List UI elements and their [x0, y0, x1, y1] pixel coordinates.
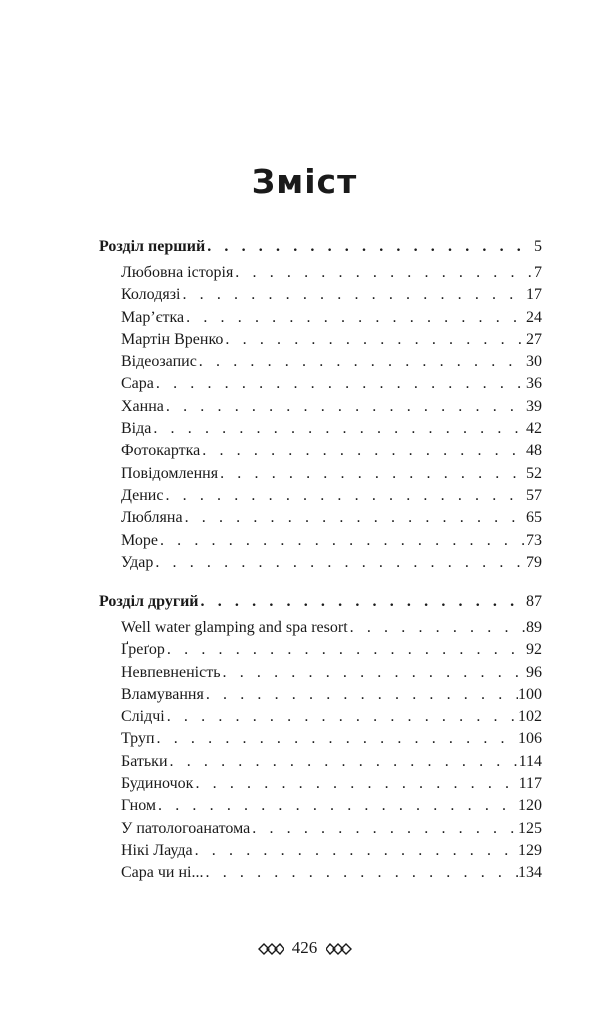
toc-section-1: [99, 238, 542, 576]
toc-entry[interactable]: [99, 375, 542, 397]
entry-title: Віда: [121, 420, 152, 438]
page-title: Зміст: [251, 162, 358, 201]
entry-title: Труп: [121, 730, 155, 748]
toc-entry[interactable]: [99, 309, 542, 331]
dot-leader: [204, 686, 518, 704]
entry-title: Вламування: [121, 685, 204, 703]
page-number: 426: [291, 938, 318, 957]
toc-entry[interactable]: [99, 730, 542, 752]
entry-title: Батьки: [121, 752, 168, 770]
section-title: Розділ другий: [99, 593, 199, 610]
entry-page-number: 100: [518, 685, 542, 703]
ornament-right-icon: [326, 943, 352, 955]
toc-entry[interactable]: [99, 398, 542, 420]
toc-entry[interactable]: [99, 686, 542, 708]
entry-page-number: 106: [518, 730, 542, 748]
entry-page-number: 24: [526, 308, 542, 326]
entry-title: Well water glamping and spa resort: [121, 619, 348, 636]
entry-page-number: 120: [518, 797, 542, 815]
entry-title: Ханна: [121, 397, 164, 415]
dot-leader: [193, 775, 518, 793]
entry-title: Море: [121, 531, 158, 549]
entry-title: Удар: [121, 553, 154, 571]
dot-leader: [165, 708, 518, 726]
entry-page-number: 129: [518, 841, 542, 859]
toc-entry[interactable]: [99, 619, 542, 641]
dot-leader: [184, 309, 526, 327]
entry-page-number: 30: [526, 353, 542, 371]
entry-title: Сара чи ні...: [121, 864, 204, 882]
toc-entry[interactable]: [99, 554, 542, 576]
toc-entry[interactable]: [99, 864, 542, 886]
dot-leader: [204, 864, 519, 882]
entry-page-number: 79: [526, 553, 542, 571]
dot-leader: [164, 398, 526, 416]
toc-entry[interactable]: [99, 487, 542, 509]
dot-leader: [193, 842, 518, 860]
toc-entry[interactable]: [99, 420, 542, 442]
toc-entry[interactable]: [99, 842, 542, 864]
entry-page-number: 17: [526, 286, 542, 304]
entry-page-number: 36: [526, 375, 542, 393]
toc-entry[interactable]: [99, 641, 542, 663]
dot-leader: [153, 554, 526, 572]
entry-page-number: 39: [526, 397, 542, 415]
toc-entry[interactable]: [99, 820, 542, 842]
entry-page-number: 89: [526, 619, 542, 636]
section-page-number: 5: [534, 238, 542, 255]
entry-title: Слідчі: [121, 708, 165, 726]
dot-leader: [199, 593, 526, 611]
dot-leader: [218, 465, 526, 483]
toc-entry[interactable]: [99, 353, 542, 375]
dot-leader: [158, 532, 526, 550]
entry-page-number: 134: [518, 864, 542, 882]
dot-leader: [223, 331, 526, 349]
entry-title: Відеозапис: [121, 353, 197, 371]
dot-leader: [180, 286, 526, 304]
entry-page-number: 57: [526, 486, 542, 504]
dot-leader: [197, 353, 526, 371]
entry-page-number: 42: [526, 420, 542, 438]
entry-title: Невпевненість: [121, 663, 221, 681]
entry-title: Сара: [121, 375, 154, 393]
dot-leader: [205, 238, 534, 256]
toc-entry[interactable]: [99, 331, 542, 353]
toc-entry[interactable]: [99, 775, 542, 797]
toc-section-heading[interactable]: [99, 238, 542, 264]
dot-leader: [200, 442, 526, 460]
entry-title: Ґреґор: [121, 641, 165, 659]
toc-entry[interactable]: [99, 664, 542, 686]
toc-entry[interactable]: [99, 286, 542, 308]
dot-leader: [165, 641, 526, 659]
entry-title: Мар’єтка: [121, 308, 185, 326]
toc-entry[interactable]: [99, 465, 542, 487]
dot-leader: [151, 420, 526, 438]
entry-title: У патологоанатома: [121, 819, 251, 837]
dot-leader: [183, 509, 526, 527]
entry-title: Будиночок: [121, 775, 194, 793]
entry-page-number: 27: [526, 330, 542, 348]
entry-title: Любовна історія: [121, 264, 234, 281]
toc-section-heading[interactable]: [99, 593, 542, 619]
entry-title: Фотокартка: [121, 442, 201, 460]
entry-page-number: 92: [526, 641, 542, 659]
entry-page-number: 7: [534, 264, 542, 281]
dot-leader: [163, 487, 526, 505]
toc-entry[interactable]: [99, 797, 542, 819]
entry-title: Любляна: [121, 509, 183, 527]
dot-leader: [233, 264, 534, 282]
entry-page-number: 65: [526, 509, 542, 527]
entry-page-number: 125: [518, 819, 542, 837]
toc-section-2: [99, 593, 542, 887]
entry-page-number: 102: [518, 708, 542, 726]
section-title: Розділ перший: [99, 238, 206, 255]
dot-leader: [155, 730, 518, 748]
toc-entry[interactable]: [99, 509, 542, 531]
page-footer: [0, 938, 609, 958]
dot-leader: [156, 797, 518, 815]
entry-page-number: 96: [526, 663, 542, 681]
entry-title: Колодязі: [121, 286, 181, 304]
entry-title: Нікі Лауда: [121, 841, 193, 859]
entry-title: Гном: [121, 797, 157, 815]
toc-entry[interactable]: [99, 532, 542, 554]
entry-title: Денис: [121, 486, 164, 504]
entry-page-number: 117: [518, 775, 542, 793]
dot-leader: [250, 820, 518, 838]
toc-entry[interactable]: [99, 442, 542, 464]
entry-title: Мартін Вренко: [121, 330, 224, 348]
toc-entry[interactable]: [99, 753, 542, 775]
entry-page-number: 52: [526, 464, 542, 482]
dot-leader: [221, 664, 527, 682]
entry-page-number: 73: [526, 531, 542, 549]
entry-page-number: 48: [526, 442, 542, 460]
dot-leader: [154, 375, 526, 393]
dot-leader: [348, 619, 526, 637]
toc-entry[interactable]: [99, 708, 542, 730]
entry-title: Повідомлення: [121, 464, 219, 482]
section-page-number: 87: [526, 593, 542, 610]
toc-entry[interactable]: [99, 264, 542, 286]
dot-leader: [168, 753, 519, 771]
ornament-left-icon: [258, 943, 284, 955]
entry-page-number: 114: [518, 752, 542, 770]
